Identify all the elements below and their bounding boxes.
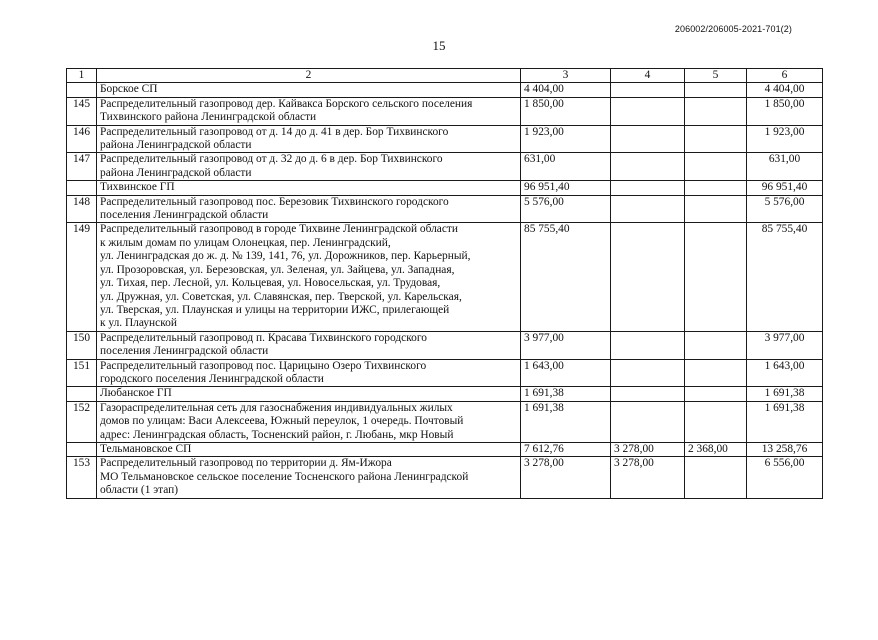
- row-col5-cell: [685, 331, 747, 359]
- row-name-cell: Газораспределительная сеть для газоснабжения индивидуальных жилых домов по улицам: Васи Алексеева, Южный переулок, 1 очередь. Почтовый адрес: Ленинградская область, Тосненский район, г. Любань, мкр Новый: [97, 401, 521, 442]
- page-number: 15: [432, 38, 446, 53]
- row-col4-cell: [611, 97, 685, 125]
- table-subtotal-row: [67, 387, 823, 401]
- row-number-cell: 151: [67, 359, 97, 387]
- row-col3-cell: 5 576,00: [521, 195, 611, 223]
- row-col4-cell: [611, 83, 685, 97]
- row-name-cell: Борское СП: [97, 83, 521, 97]
- column-header-row: [67, 69, 823, 83]
- row-name-cell: Распределительный газопровод дер. Кайвакса Борского сельского поселения Тихвинского района Ленинградской области: [97, 97, 521, 125]
- row-col4-cell: [611, 331, 685, 359]
- row-number-cell: 153: [67, 457, 97, 498]
- row-name-cell: Распределительный газопровод пос. Царицыно Озеро Тихвинского городского поселения Ленинградской области: [97, 359, 521, 387]
- document-code: 206002/206005-2021-701(2): [674, 24, 792, 34]
- row-col3-cell: 4 404,00: [521, 83, 611, 97]
- row-name-cell: Распределительный газопровод п. Красава Тихвинского городского поселения Ленинградской области: [97, 331, 521, 359]
- row-col3-cell: 7 612,76: [521, 442, 611, 456]
- row-col3-cell: 3 278,00: [521, 457, 611, 498]
- row-col5-cell: [685, 153, 747, 181]
- table-subtotal-row: [67, 442, 823, 456]
- table-row: [67, 359, 823, 387]
- row-col5-cell: [685, 223, 747, 331]
- row-col3-cell: 85 755,40: [521, 223, 611, 331]
- row-number-cell: 150: [67, 331, 97, 359]
- row-col4-cell: [611, 401, 685, 442]
- column-header: 2: [97, 69, 521, 83]
- row-col4-cell: [611, 223, 685, 331]
- row-name-cell: Тихвинское ГП: [97, 181, 521, 195]
- table-row: [67, 195, 823, 223]
- row-col4-cell: [611, 387, 685, 401]
- row-col6-cell: 4 404,00: [747, 83, 823, 97]
- row-col3-cell: 1 850,00: [521, 97, 611, 125]
- table-row: [67, 153, 823, 181]
- row-name-cell: Распределительный газопровод от д. 14 до д. 41 в дер. Бор Тихвинского района Ленинградской области: [97, 125, 521, 153]
- table-row: [67, 331, 823, 359]
- row-col5-cell: [685, 97, 747, 125]
- row-name-cell: Распределительный газопровод пос. Березовик Тихвинского городского поселения Ленинградской области: [97, 195, 521, 223]
- row-col5-cell: [685, 457, 747, 498]
- row-col5-cell: [685, 401, 747, 442]
- row-col6-cell: 85 755,40: [747, 223, 823, 331]
- table-row: [67, 125, 823, 153]
- row-number-cell: [67, 83, 97, 97]
- table-row: [67, 97, 823, 125]
- row-col5-cell: [685, 195, 747, 223]
- column-header: 4: [611, 69, 685, 83]
- row-col5-cell: [685, 125, 747, 153]
- row-col6-cell: 1 643,00: [747, 359, 823, 387]
- row-col4-cell: 3 278,00: [611, 457, 685, 498]
- row-number-cell: 148: [67, 195, 97, 223]
- row-number-cell: 145: [67, 97, 97, 125]
- row-col6-cell: 6 556,00: [747, 457, 823, 498]
- row-col4-cell: [611, 195, 685, 223]
- row-col6-cell: 3 977,00: [747, 331, 823, 359]
- row-number-cell: [67, 181, 97, 195]
- row-col6-cell: 631,00: [747, 153, 823, 181]
- row-col4-cell: 3 278,00: [611, 442, 685, 456]
- row-col4-cell: [611, 359, 685, 387]
- table-subtotal-row: [67, 181, 823, 195]
- row-number-cell: 147: [67, 153, 97, 181]
- row-col6-cell: 13 258,76: [747, 442, 823, 456]
- row-number-cell: [67, 442, 97, 456]
- row-number-cell: 149: [67, 223, 97, 331]
- row-name-cell: Распределительный газопровод от д. 32 до д. 6 в дер. Бор Тихвинского района Ленинградской области: [97, 153, 521, 181]
- column-header: 6: [747, 69, 823, 83]
- row-col6-cell: 1 691,38: [747, 387, 823, 401]
- data-table: [66, 68, 823, 499]
- row-name-cell: Любанское ГП: [97, 387, 521, 401]
- row-name-cell: Распределительный газопровод в городе Тихвине Ленинградской области к жилым домам по улицам Олонецкая, пер. Ленинградский, ул. Ленинградская до ж. д. № 139, 141, 76, ул. Дорожников, пер. Карьерный, ул. Прозоровская, ул. Березовская, ул. Зеленая, ул. Зайцева, ул. Западная, ул. Тихая, пер. Лесной, ул. Кольцевая, ул. Новосельская, ул. Трудовая, ул. Дружная, ул. Советская, ул. Славянская, пер. Тверской, ул. Карельская, ул. Тверская, ул. Плаунская и улицы на территории ИЖС, прилегающей к ул. Плаунской: [97, 223, 521, 331]
- row-col3-cell: 631,00: [521, 153, 611, 181]
- row-col3-cell: 1 691,38: [521, 401, 611, 442]
- row-col3-cell: 1 691,38: [521, 387, 611, 401]
- row-col3-cell: 96 951,40: [521, 181, 611, 195]
- row-col6-cell: 96 951,40: [747, 181, 823, 195]
- column-header: 3: [521, 69, 611, 83]
- row-col6-cell: 5 576,00: [747, 195, 823, 223]
- row-col3-cell: 1 643,00: [521, 359, 611, 387]
- row-col4-cell: [611, 181, 685, 195]
- row-col3-cell: 1 923,00: [521, 125, 611, 153]
- row-name-cell: Распределительный газопровод по территории д. Ям-Ижора МО Тельмановское сельское поселение Тосненского района Ленинградской области (1 этап): [97, 457, 521, 498]
- row-number-cell: [67, 387, 97, 401]
- table-subtotal-row: [67, 83, 823, 97]
- row-number-cell: 152: [67, 401, 97, 442]
- row-col5-cell: [685, 83, 747, 97]
- table-row: [67, 223, 823, 331]
- row-name-cell: Тельмановское СП: [97, 442, 521, 456]
- row-col5-cell: 2 368,00: [685, 442, 747, 456]
- row-col3-cell: 3 977,00: [521, 331, 611, 359]
- row-col4-cell: [611, 153, 685, 181]
- row-number-cell: 146: [67, 125, 97, 153]
- row-col5-cell: [685, 387, 747, 401]
- row-col4-cell: [611, 125, 685, 153]
- row-col5-cell: [685, 359, 747, 387]
- column-header: 1: [67, 69, 97, 83]
- row-col6-cell: 1 691,38: [747, 401, 823, 442]
- column-header: 5: [685, 69, 747, 83]
- table-row: [67, 401, 823, 442]
- row-col5-cell: [685, 181, 747, 195]
- row-col6-cell: 1 923,00: [747, 125, 823, 153]
- table-row: [67, 457, 823, 498]
- row-col6-cell: 1 850,00: [747, 97, 823, 125]
